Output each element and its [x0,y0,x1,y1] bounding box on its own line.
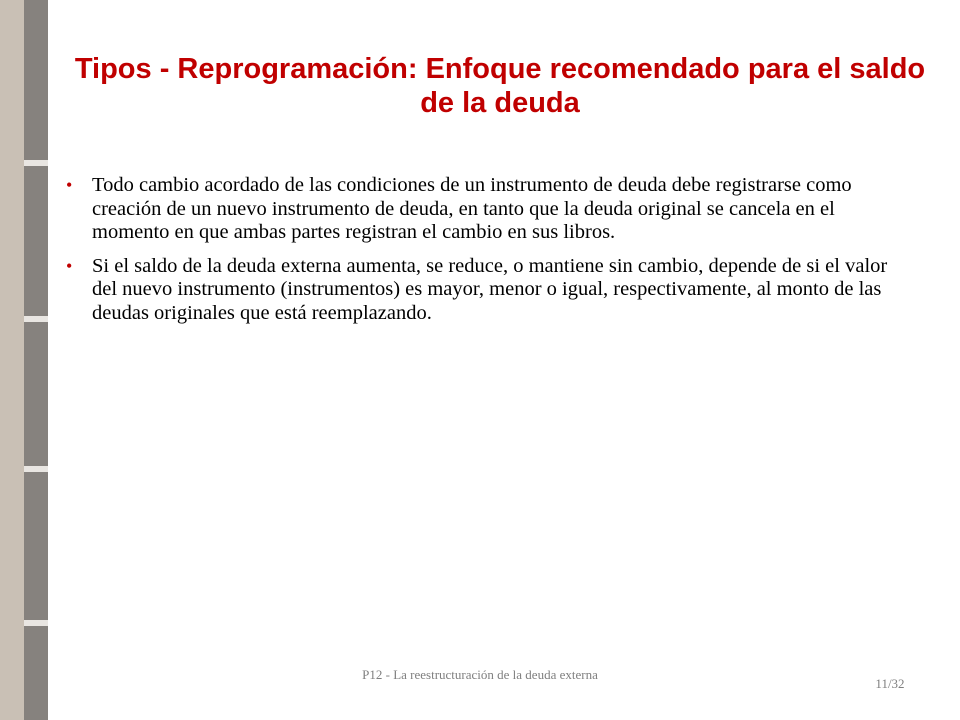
bullet-icon: • [66,175,73,195]
sidebar-stripe [24,0,48,160]
bullet-item [60,174,910,245]
sidebar-stripes [24,0,48,720]
sidebar-stripe [24,472,48,620]
sidebar-stripe [24,166,48,316]
bullet-list [60,174,910,335]
bullet-text: Todo cambio acordado de las condiciones de un instrumento de deuda debe registrarse como creación de un nuevo instrumento de deuda, en tanto que la deuda original se cancela en el momento en que ambas partes registran el cambio en sus libros. [92,174,852,243]
slide-title: Tipos - Reprogramación: Enfoque recomendado para el saldo de la deuda [74,53,926,119]
bullet-text: Si el saldo de la deuda externa aumenta, se reduce, o mantiene sin cambio, depende de si el valor del nuevo instrumento (instrumentos) es mayor, menor o igual, respectivamente, al monto de las deudas originales que está reemplazando. [92,254,888,324]
footer-text: P12 - La reestructuración de la deuda externa [362,667,598,682]
bullet-item [60,255,910,326]
bullet-icon: • [66,255,73,276]
sidebar-stripe [24,626,48,720]
sidebar-stripe [24,322,48,466]
page-number: 11/32 [875,676,905,691]
sidebar-decoration [0,0,24,720]
